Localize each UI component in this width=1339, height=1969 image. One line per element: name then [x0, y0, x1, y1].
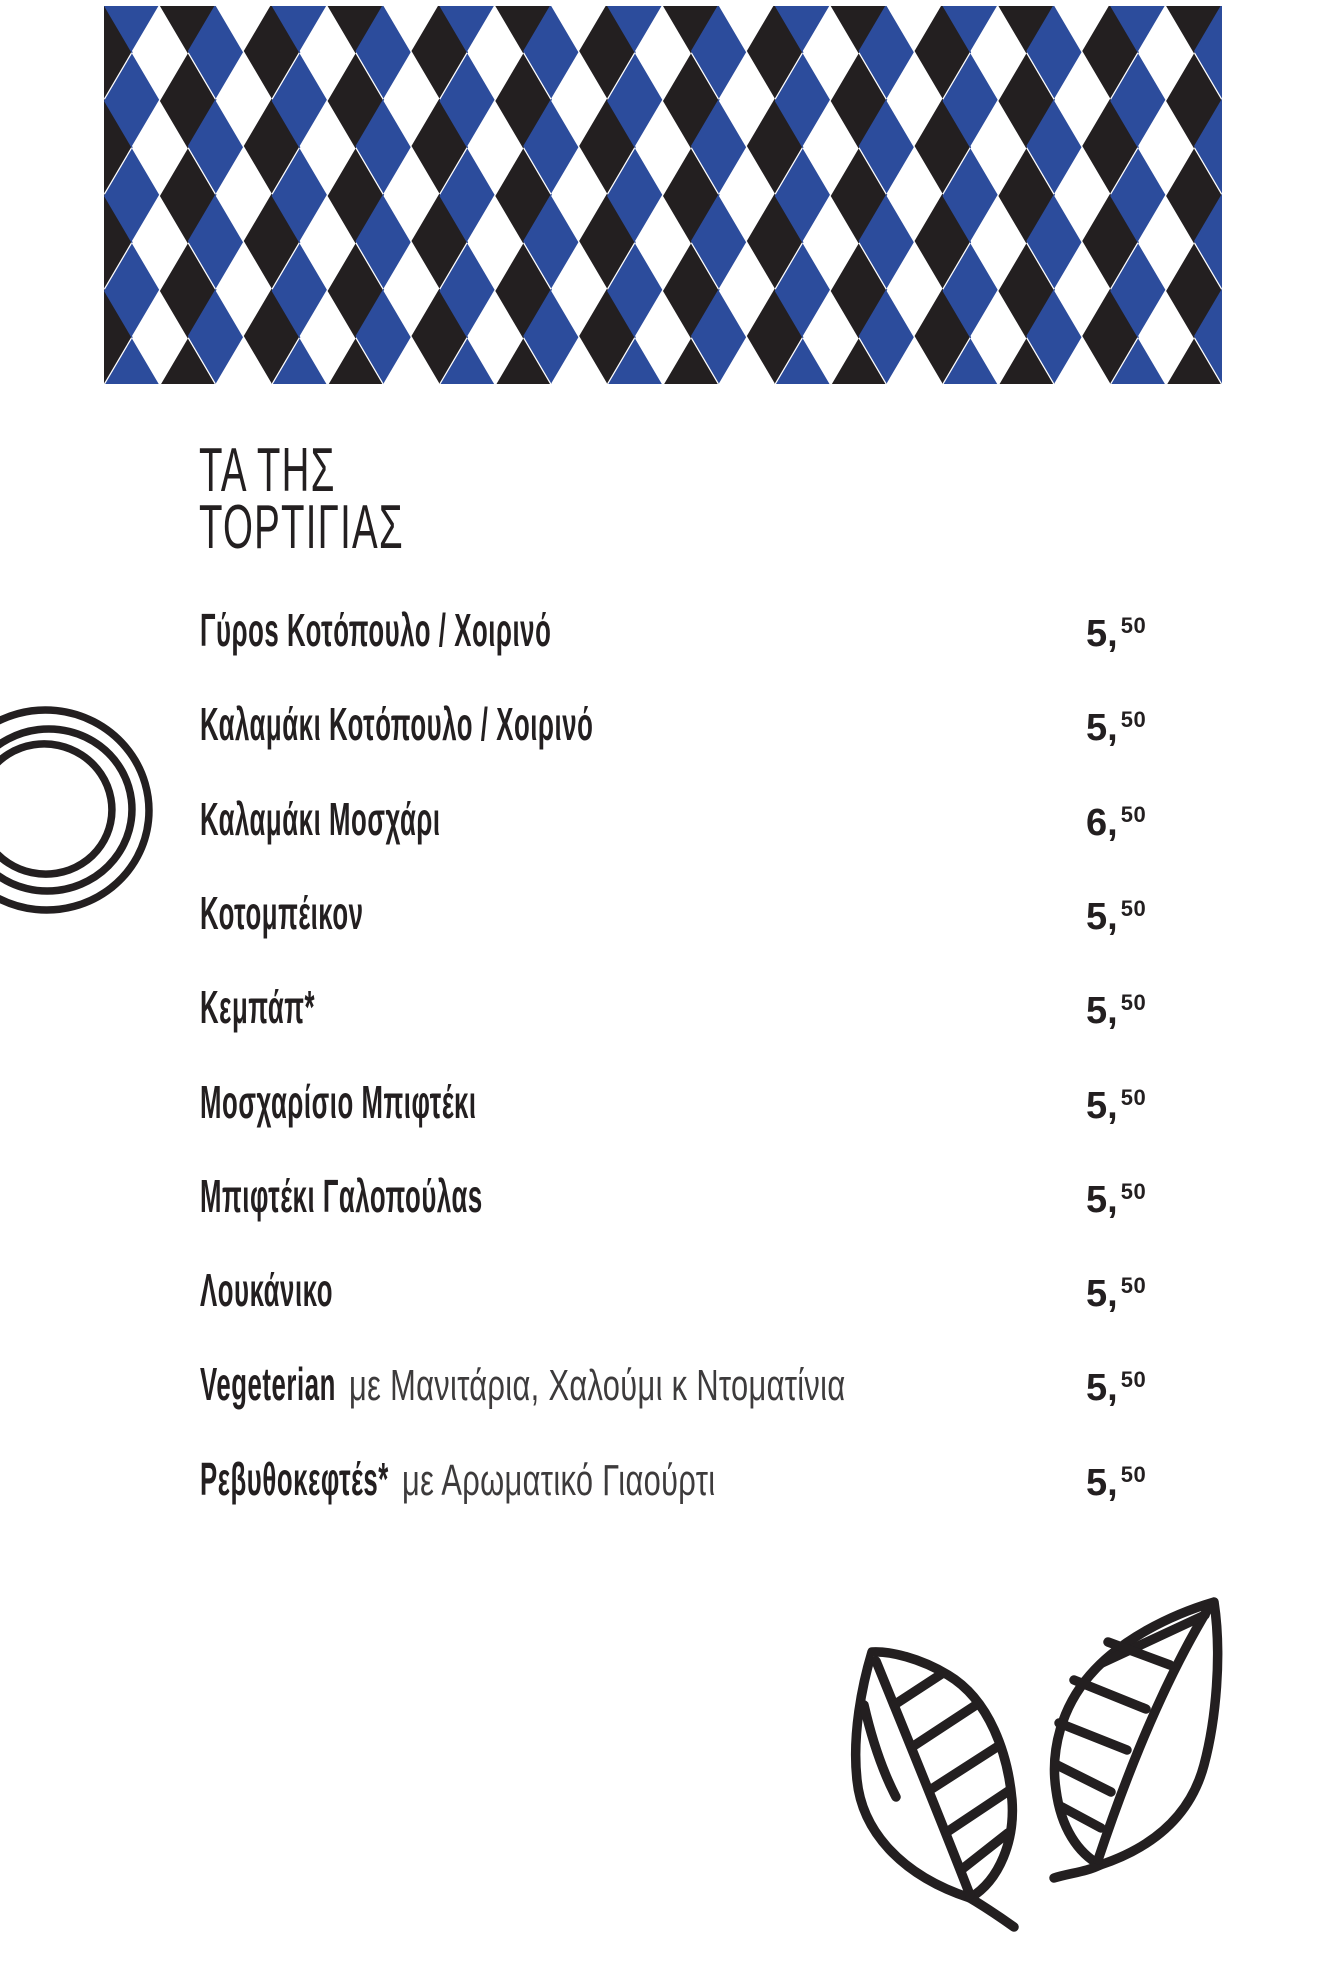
menu-item-price [1086, 611, 1146, 662]
menu-item-price-cents: 50 [1120, 1273, 1147, 1298]
menu-item-price [1086, 1177, 1146, 1228]
menu-item-name: Γύροs Κοτόπουλο / Χοιρινό [200, 604, 552, 656]
menu-item-row [0, 1358, 1339, 1413]
menu-item-price-whole: 5, [1086, 613, 1118, 655]
menu-item-price-whole: 5, [1086, 896, 1118, 938]
menu-item-row [0, 887, 1339, 942]
menu-item-price-whole: 5, [1086, 1273, 1118, 1315]
menu-item-price-whole: 5, [1086, 1085, 1118, 1127]
menu-item-price-cents: 50 [1120, 802, 1147, 827]
menu-item-name: Κοτομπέικον [200, 887, 364, 939]
circles-sketch-icon [0, 700, 154, 924]
menu-item-row [0, 981, 1339, 1036]
menu-item-row [0, 1453, 1339, 1508]
menu-item-price-cents: 50 [1120, 1462, 1147, 1487]
page-title-line2: ΤΟΡΤΙΓΙΑΣ [199, 493, 404, 562]
menu-item-price-whole: 5, [1086, 990, 1118, 1032]
menu-item-price [1086, 894, 1146, 945]
circles-sketch [0, 700, 154, 924]
menu-item-price [1086, 800, 1146, 851]
menu-item-row [0, 793, 1339, 848]
menu-item-price-cents: 50 [1120, 896, 1147, 921]
menu-item-price-whole: 5, [1086, 1462, 1118, 1504]
menu-item-price-cents: 50 [1120, 990, 1147, 1015]
menu-item-price [1086, 1083, 1146, 1134]
menu-item-name: Μοσχαρίσιο Μπιφτέκι [200, 1076, 477, 1128]
menu-item-price-cents: 50 [1120, 1179, 1147, 1204]
menu-item-name: Vegeterian [200, 1358, 336, 1410]
leaf-right-icon [1054, 1602, 1218, 1878]
menu-item-price-cents: 50 [1120, 613, 1147, 638]
menu-item-price-cents: 50 [1120, 707, 1147, 732]
menu-item-price [1086, 1460, 1146, 1511]
menu-item-name: Μπιφτέκι Γαλοπούλαs [200, 1170, 483, 1222]
menu-item-price-whole: 5, [1086, 707, 1118, 749]
menu-item-description: με Μανιτάρια, Χαλούμι κ Ντοματίνια [348, 1361, 846, 1410]
menu-item-name: Λουκάνικο [200, 1264, 334, 1316]
menu-item-name: Καλαμάκι Μοσχάρι [200, 793, 441, 845]
menu-item-row [0, 1264, 1339, 1319]
leaves-sketch-icon [840, 1585, 1240, 1950]
menu-item-row [0, 604, 1339, 659]
menu-item-price-whole: 5, [1086, 1179, 1118, 1221]
menu-item-row [0, 1076, 1339, 1131]
menu-item-name: Κεμπάπ* [200, 981, 316, 1033]
menu-item-price-whole: 5, [1086, 1367, 1118, 1409]
menu-item-price-whole: 6, [1086, 802, 1118, 844]
leaves-sketch [840, 1585, 1240, 1950]
leaf-left-icon [856, 1652, 1014, 1927]
menu-item-price [1086, 988, 1146, 1039]
menu-item-name: Καλαμάκι Κοτόπουλο / Χοιρινό [200, 698, 594, 750]
menu-item-row [0, 698, 1339, 753]
menu-item-name: Ρεβυθοκεφτέs* [200, 1453, 389, 1505]
menu-item-price-cents: 50 [1120, 1085, 1147, 1110]
menu-item-price [1086, 705, 1146, 756]
menu-item-price [1086, 1271, 1146, 1322]
menu-item-description: με Αρωματικό Γιαούρτι [401, 1456, 716, 1505]
menu-item-price [1086, 1365, 1146, 1416]
menu-item-price-cents: 50 [1120, 1367, 1147, 1392]
page-title-line1: ΤΑ ΤΗΣ [199, 436, 336, 505]
menu-item-row [0, 1170, 1339, 1225]
